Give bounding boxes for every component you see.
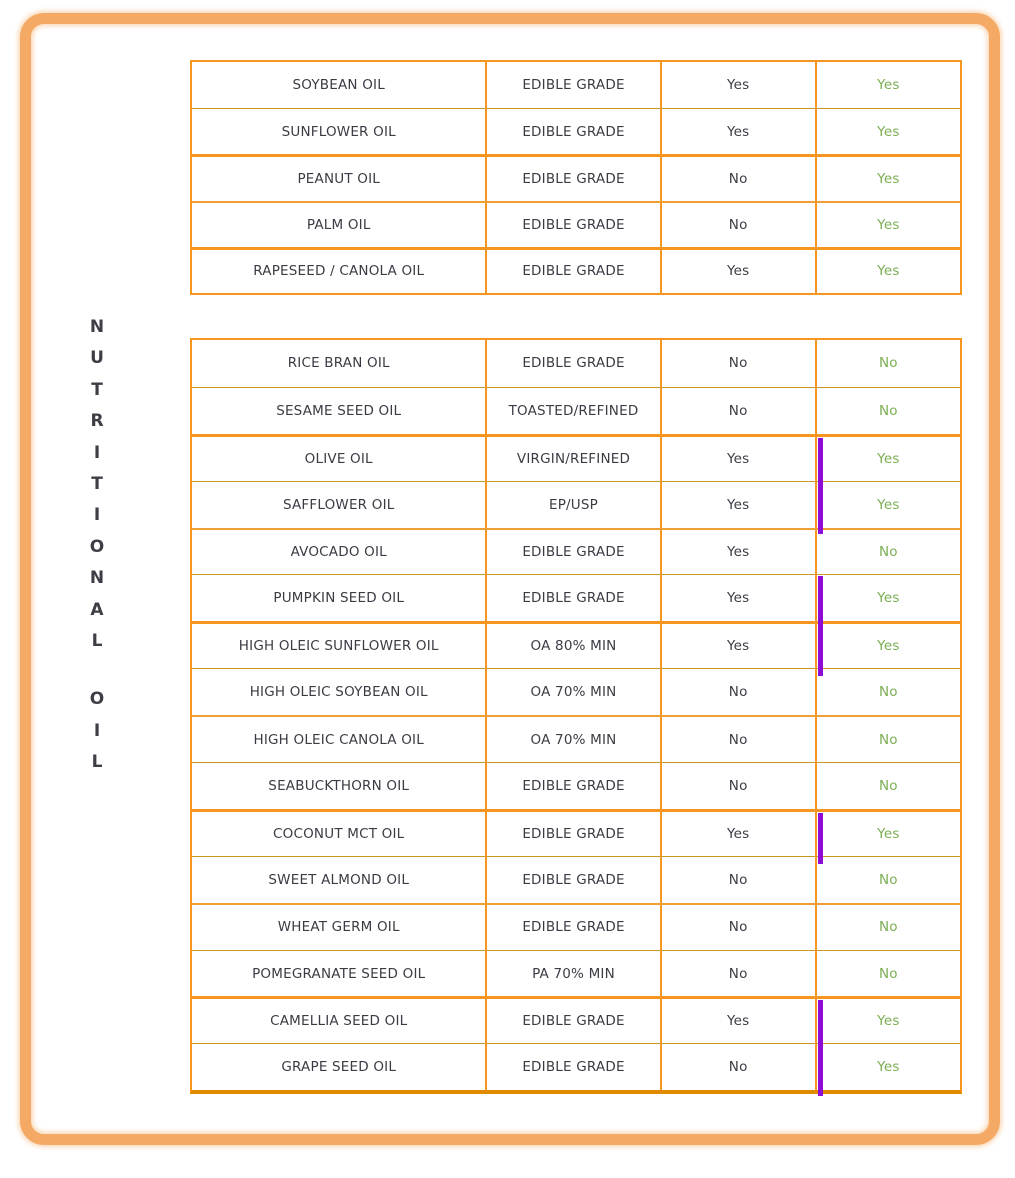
availability-cell: Yes [662, 482, 817, 528]
vertical-label-letter: N [89, 568, 105, 589]
oil-name-cell: SUNFLOWER OIL [192, 109, 487, 154]
vertical-label [84, 312, 110, 778]
vertical-label-letter: I [93, 720, 101, 741]
table-row [192, 621, 960, 668]
availability-cell: No [662, 669, 817, 715]
top-oils-table [190, 60, 962, 295]
table-row [192, 340, 960, 387]
vertical-label-letter: O [89, 689, 105, 710]
table-row [192, 809, 960, 856]
oil-name-cell: HIGH OLEIC SOYBEAN OIL [192, 669, 487, 715]
availability-green-cell: Yes [817, 575, 960, 621]
availability-cell: Yes [662, 812, 817, 856]
availability-cell: No [662, 340, 817, 387]
availability-cell: Yes [662, 62, 817, 108]
availability-green-cell: Yes [877, 77, 900, 94]
oil-name-cell: PEANUT OIL [192, 157, 487, 200]
availability-green-cell: No [878, 684, 898, 701]
availability-cell: Yes [662, 530, 817, 575]
grade-cell: EDIBLE GRADE [487, 999, 661, 1043]
availability-cell: No [662, 717, 817, 762]
table-row [192, 247, 960, 293]
grade-cell: OA 70% MIN [487, 717, 661, 762]
oil-name-cell: PALM OIL [192, 203, 487, 247]
table-row [192, 762, 960, 809]
vertical-label-gap [84, 657, 110, 684]
table-row [192, 201, 960, 247]
availability-cell: No [662, 905, 817, 950]
availability-cell: No [662, 951, 817, 997]
vertical-label-letter: I [93, 442, 101, 463]
oil-name-cell: SOYBEAN OIL [192, 62, 487, 108]
table-row [192, 950, 960, 997]
oil-name-cell: AVOCADO OIL [192, 530, 487, 575]
purple-accent-bar [818, 483, 823, 534]
grade-cell: EDIBLE GRADE [487, 62, 661, 108]
oil-name-cell: WHEAT GERM OIL [192, 905, 487, 950]
availability-green-cell: Yes [817, 482, 960, 528]
availability-cell: No [662, 763, 817, 809]
grade-cell: OA 80% MIN [487, 624, 661, 668]
grade-cell: EDIBLE GRADE [487, 905, 661, 950]
oil-name-cell: COCONUT MCT OIL [192, 812, 487, 856]
oil-name-cell: RAPESEED / CANOLA OIL [192, 250, 487, 293]
purple-accent-bar [818, 1000, 823, 1051]
grade-cell: EDIBLE GRADE [487, 812, 661, 856]
table-row [192, 387, 960, 434]
vertical-label-letter: I [93, 505, 101, 526]
purple-accent-bar [818, 438, 823, 489]
table-row [192, 528, 960, 575]
grade-cell: PA 70% MIN [487, 951, 661, 997]
oil-name-cell: SEABUCKTHORN OIL [192, 763, 487, 809]
vertical-label-letter: O [89, 536, 105, 557]
vertical-label-letter: L [91, 630, 103, 651]
table-row [192, 715, 960, 762]
oil-name-cell: HIGH OLEIC SUNFLOWER OIL [192, 624, 487, 668]
oil-name-cell: RICE BRAN OIL [192, 340, 487, 387]
table-row [192, 108, 960, 154]
grade-cell: TOASTED/REFINED [487, 388, 661, 434]
oil-name-cell: HIGH OLEIC CANOLA OIL [192, 717, 487, 762]
availability-green-cell: Yes [877, 170, 900, 187]
oil-name-cell: CAMELLIA SEED OIL [192, 999, 487, 1043]
table-row [192, 481, 960, 528]
availability-green-cell: No [878, 965, 898, 982]
oil-name-cell: SAFFLOWER OIL [192, 482, 487, 528]
grade-cell: VIRGIN/REFINED [487, 437, 661, 481]
nutritional-oils-table [190, 338, 962, 1094]
grade-cell: EDIBLE GRADE [487, 340, 661, 387]
availability-cell: No [662, 157, 817, 200]
availability-green-cell: Yes [877, 216, 900, 233]
availability-green-cell: No [878, 402, 898, 419]
purple-accent-bar [818, 1045, 823, 1096]
table-row [192, 903, 960, 950]
availability-cell: Yes [662, 109, 817, 154]
oil-name-cell: OLIVE OIL [192, 437, 487, 481]
vertical-label-letter: T [91, 473, 103, 494]
availability-green-cell: Yes [817, 624, 960, 668]
availability-cell: Yes [662, 624, 817, 668]
grade-cell: EDIBLE GRADE [487, 109, 661, 154]
table-row [192, 154, 960, 200]
availability-cell: No [662, 857, 817, 903]
grade-cell: EDIBLE GRADE [487, 1044, 661, 1090]
availability-green-cell: No [878, 355, 898, 372]
availability-green-cell: No [878, 777, 898, 794]
vertical-label-letter: L [91, 752, 103, 773]
grade-cell: EDIBLE GRADE [487, 763, 661, 809]
table-row [192, 574, 960, 621]
availability-green-cell: No [878, 919, 898, 936]
availability-cell: Yes [662, 575, 817, 621]
availability-green-cell: No [878, 731, 898, 748]
availability-cell: Yes [662, 437, 817, 481]
grade-cell: EDIBLE GRADE [487, 857, 661, 903]
availability-green-cell: Yes [817, 437, 960, 481]
purple-accent-bar [818, 813, 823, 864]
table-row [192, 996, 960, 1043]
oil-name-cell: SESAME SEED OIL [192, 388, 487, 434]
oil-name-cell: PUMPKIN SEED OIL [192, 575, 487, 621]
oil-name-cell: POMEGRANATE SEED OIL [192, 951, 487, 997]
availability-green-cell: Yes [817, 1044, 960, 1090]
table-row [192, 856, 960, 903]
availability-green-cell: Yes [817, 812, 960, 856]
availability-green-cell: Yes [817, 999, 960, 1043]
vertical-label-letter: A [90, 599, 104, 620]
grade-cell: OA 70% MIN [487, 669, 661, 715]
grade-cell: EDIBLE GRADE [487, 203, 661, 247]
availability-cell: No [662, 1044, 817, 1090]
vertical-label-letter: N [89, 317, 105, 337]
table-row [192, 1043, 960, 1090]
grade-cell: EDIBLE GRADE [487, 250, 661, 293]
grade-cell: EDIBLE GRADE [487, 575, 661, 621]
vertical-label-letter: R [90, 411, 104, 432]
availability-cell: No [662, 203, 817, 247]
availability-cell: No [662, 388, 817, 434]
table-row [192, 434, 960, 481]
grade-cell: EP/USP [487, 482, 661, 528]
purple-accent-bar [818, 576, 823, 627]
availability-green-cell: Yes [877, 263, 900, 280]
oil-name-cell: GRAPE SEED OIL [192, 1044, 487, 1090]
availability-cell: Yes [662, 999, 817, 1043]
grade-cell: EDIBLE GRADE [487, 157, 661, 200]
availability-cell: Yes [662, 250, 817, 293]
grade-cell: EDIBLE GRADE [487, 530, 661, 575]
availability-green-cell: No [878, 871, 898, 888]
table-row [192, 668, 960, 715]
availability-green-cell: No [878, 544, 898, 560]
vertical-label-letter: T [91, 379, 103, 400]
vertical-label-letter: U [90, 348, 104, 369]
table-row [192, 62, 960, 108]
purple-accent-bar [818, 625, 823, 676]
availability-green-cell: Yes [877, 123, 900, 140]
oil-name-cell: SWEET ALMOND OIL [192, 857, 487, 903]
